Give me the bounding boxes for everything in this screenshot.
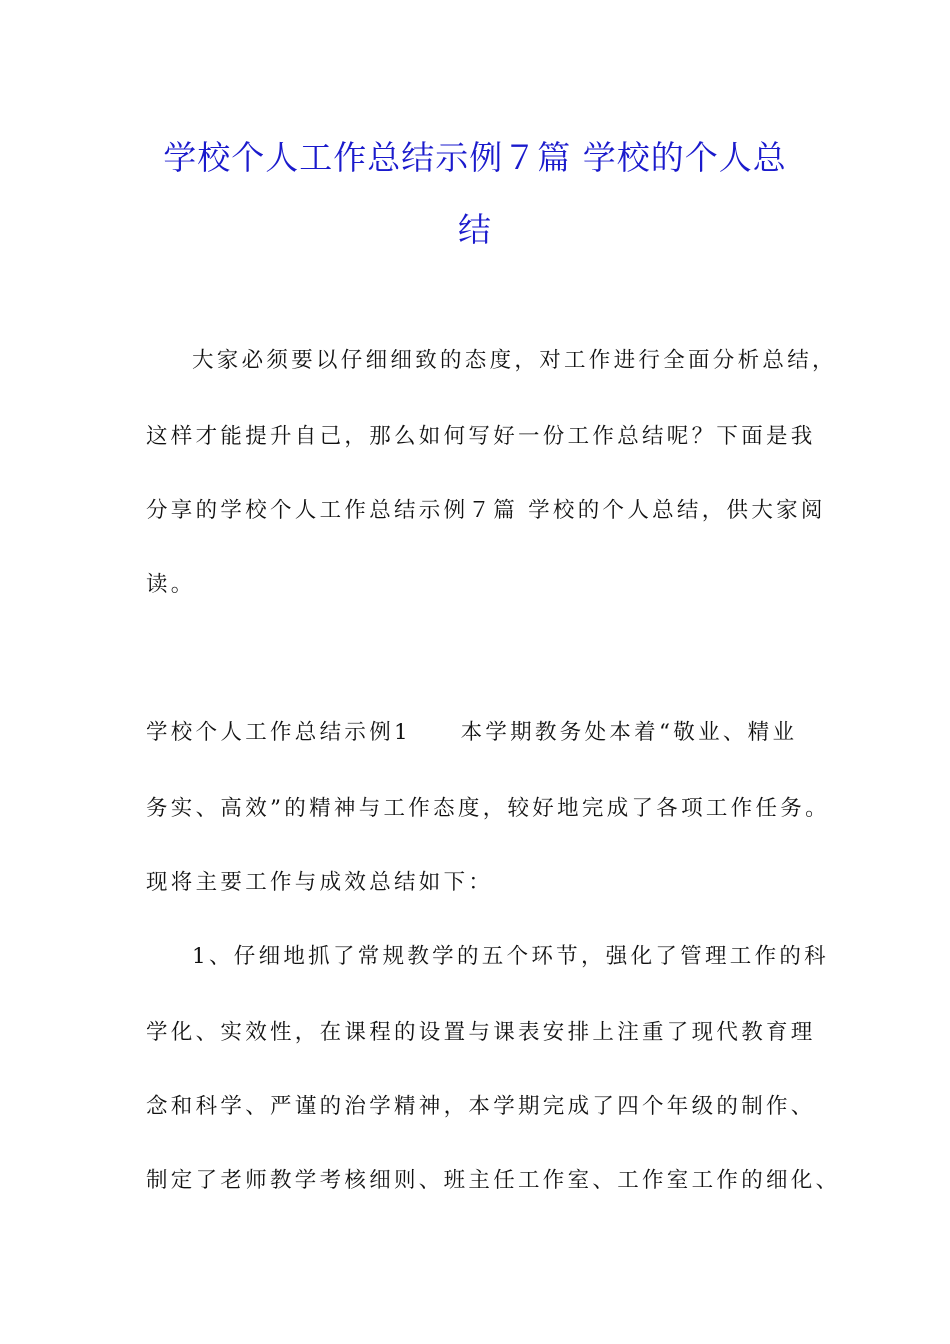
item-1-line-2: 学化、实效性，在课程的设置与课表安排上注重了现代教育理 — [146, 1020, 816, 1045]
example-1-line-3: 现将主要工作与成效总结如下： — [146, 870, 494, 895]
example-1-line-2: 务实、高效”的精神与工作态度，较好地完成了各项工作任务。 — [146, 796, 830, 821]
intro-paragraph-line-4: 读。 — [146, 572, 196, 597]
item-1-line-3: 念和科学、严谨的治学精神，本学期完成了四个年级的制作、 — [146, 1094, 816, 1119]
example-1-line-1: 学校个人工作总结示例1 本学期教务处本着“敬业、精业 — [146, 720, 798, 745]
intro-paragraph-line-2: 这样才能提升自己，那么如何写好一份工作总结呢？下面是我 — [146, 424, 816, 449]
document-title-line-2: 结 — [458, 210, 492, 249]
document-title-line-1: 学校个人工作总结示例７篇 学校的个人总 — [163, 138, 787, 177]
item-1-line-1: 1、仔细地抓了常规教学的五个环节，强化了管理工作的科 — [192, 944, 829, 969]
item-1-line-4: 制定了老师教学考核细则、班主任工作室、工作室工作的细化、 — [146, 1168, 841, 1193]
intro-paragraph-line-1: 大家必须要以仔细细致的态度，对工作进行全面分析总结， — [192, 348, 837, 373]
intro-paragraph-line-3: 分享的学校个人工作总结示例７篇 学校的个人总结，供大家阅 — [146, 498, 826, 523]
